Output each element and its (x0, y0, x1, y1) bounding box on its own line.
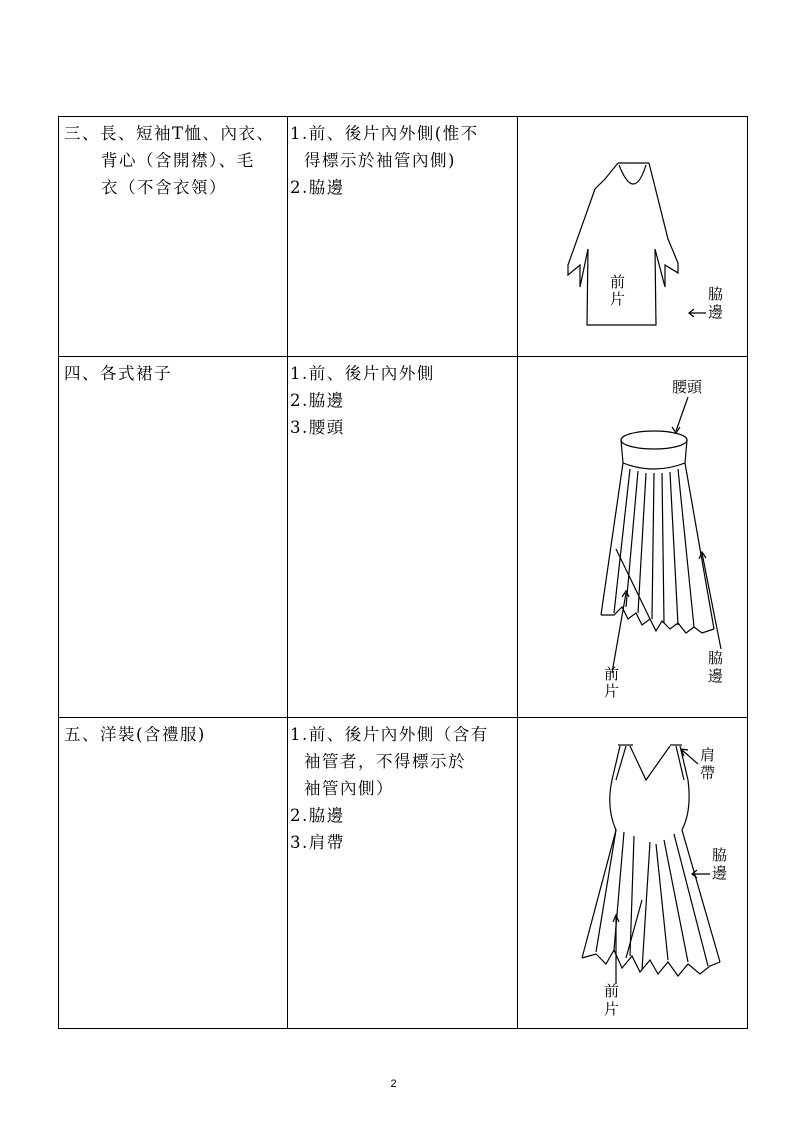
location-item (290, 414, 517, 441)
tshirt-diagram (518, 117, 747, 356)
location-cell (288, 117, 518, 357)
table-row (59, 117, 748, 357)
location-line: 2.脇邊 (290, 178, 345, 197)
category-cell (59, 117, 288, 357)
location-line: 得標示於袖管內側) (304, 151, 456, 170)
category-text (59, 117, 287, 201)
front-panel-label: 前 (604, 665, 620, 683)
shoulder-strap-label: 帶 (700, 764, 716, 782)
side-seam-label: 邊 (708, 667, 724, 685)
location-item (290, 360, 517, 387)
location-item (290, 174, 517, 201)
location-item (290, 829, 517, 856)
table-row (59, 718, 748, 1029)
location-item (290, 387, 517, 414)
side-seam-label: 邊 (712, 864, 728, 882)
side-seam-label: 脇 (712, 846, 728, 864)
location-item (290, 721, 517, 802)
front-panel-label: 片 (610, 290, 626, 308)
figure-cell (518, 718, 748, 1029)
front-panel-label: 片 (604, 1000, 620, 1018)
side-seam-label: 脇 (708, 285, 724, 303)
figure-cell (518, 117, 748, 357)
location-line: 1.前、後片內外側（含有 (290, 725, 489, 744)
location-item (290, 802, 517, 829)
front-panel-label: 前 (610, 273, 626, 291)
category-line: 背心（含開襟）、毛 (101, 151, 255, 170)
table-row (59, 357, 748, 718)
label-location-table (58, 116, 748, 1029)
page-number: 2 (390, 1078, 397, 1090)
category-line: 五、洋裝(含禮服) (64, 725, 206, 744)
front-panel-label: 片 (604, 682, 620, 700)
category-text (59, 718, 287, 748)
shoulder-strap-label: 肩 (700, 746, 716, 764)
skirt-diagram (518, 357, 747, 717)
figure-cell (518, 357, 748, 718)
dress-diagram (518, 718, 747, 1028)
category-cell (59, 718, 288, 1029)
location-cell (288, 718, 518, 1029)
location-line: 1.前、後片內外側 (290, 364, 435, 383)
location-line: 2.脇邊 (290, 806, 345, 825)
category-text (59, 357, 287, 387)
category-line: 三、長、短袖T恤、內衣、 (64, 124, 275, 143)
front-panel-label: 前 (604, 982, 620, 1000)
location-item (290, 120, 517, 174)
side-seam-label: 邊 (708, 303, 724, 321)
side-seam-label: 脇 (708, 649, 724, 667)
waistband-label: 腰頭 (672, 378, 703, 396)
location-cell (288, 357, 518, 718)
location-line: 3.腰頭 (290, 418, 345, 437)
category-line: 四、各式裙子 (64, 364, 172, 383)
location-line: 3.肩帶 (290, 833, 345, 852)
location-line: 袖管者，不得標示於 (304, 752, 466, 771)
category-cell (59, 357, 288, 718)
location-line: 2.脇邊 (290, 391, 345, 410)
category-line: 衣（不含衣領） (101, 178, 227, 197)
location-line: 袖管內側） (304, 779, 394, 798)
location-line: 1.前、後片內外側(惟不 (290, 124, 479, 143)
